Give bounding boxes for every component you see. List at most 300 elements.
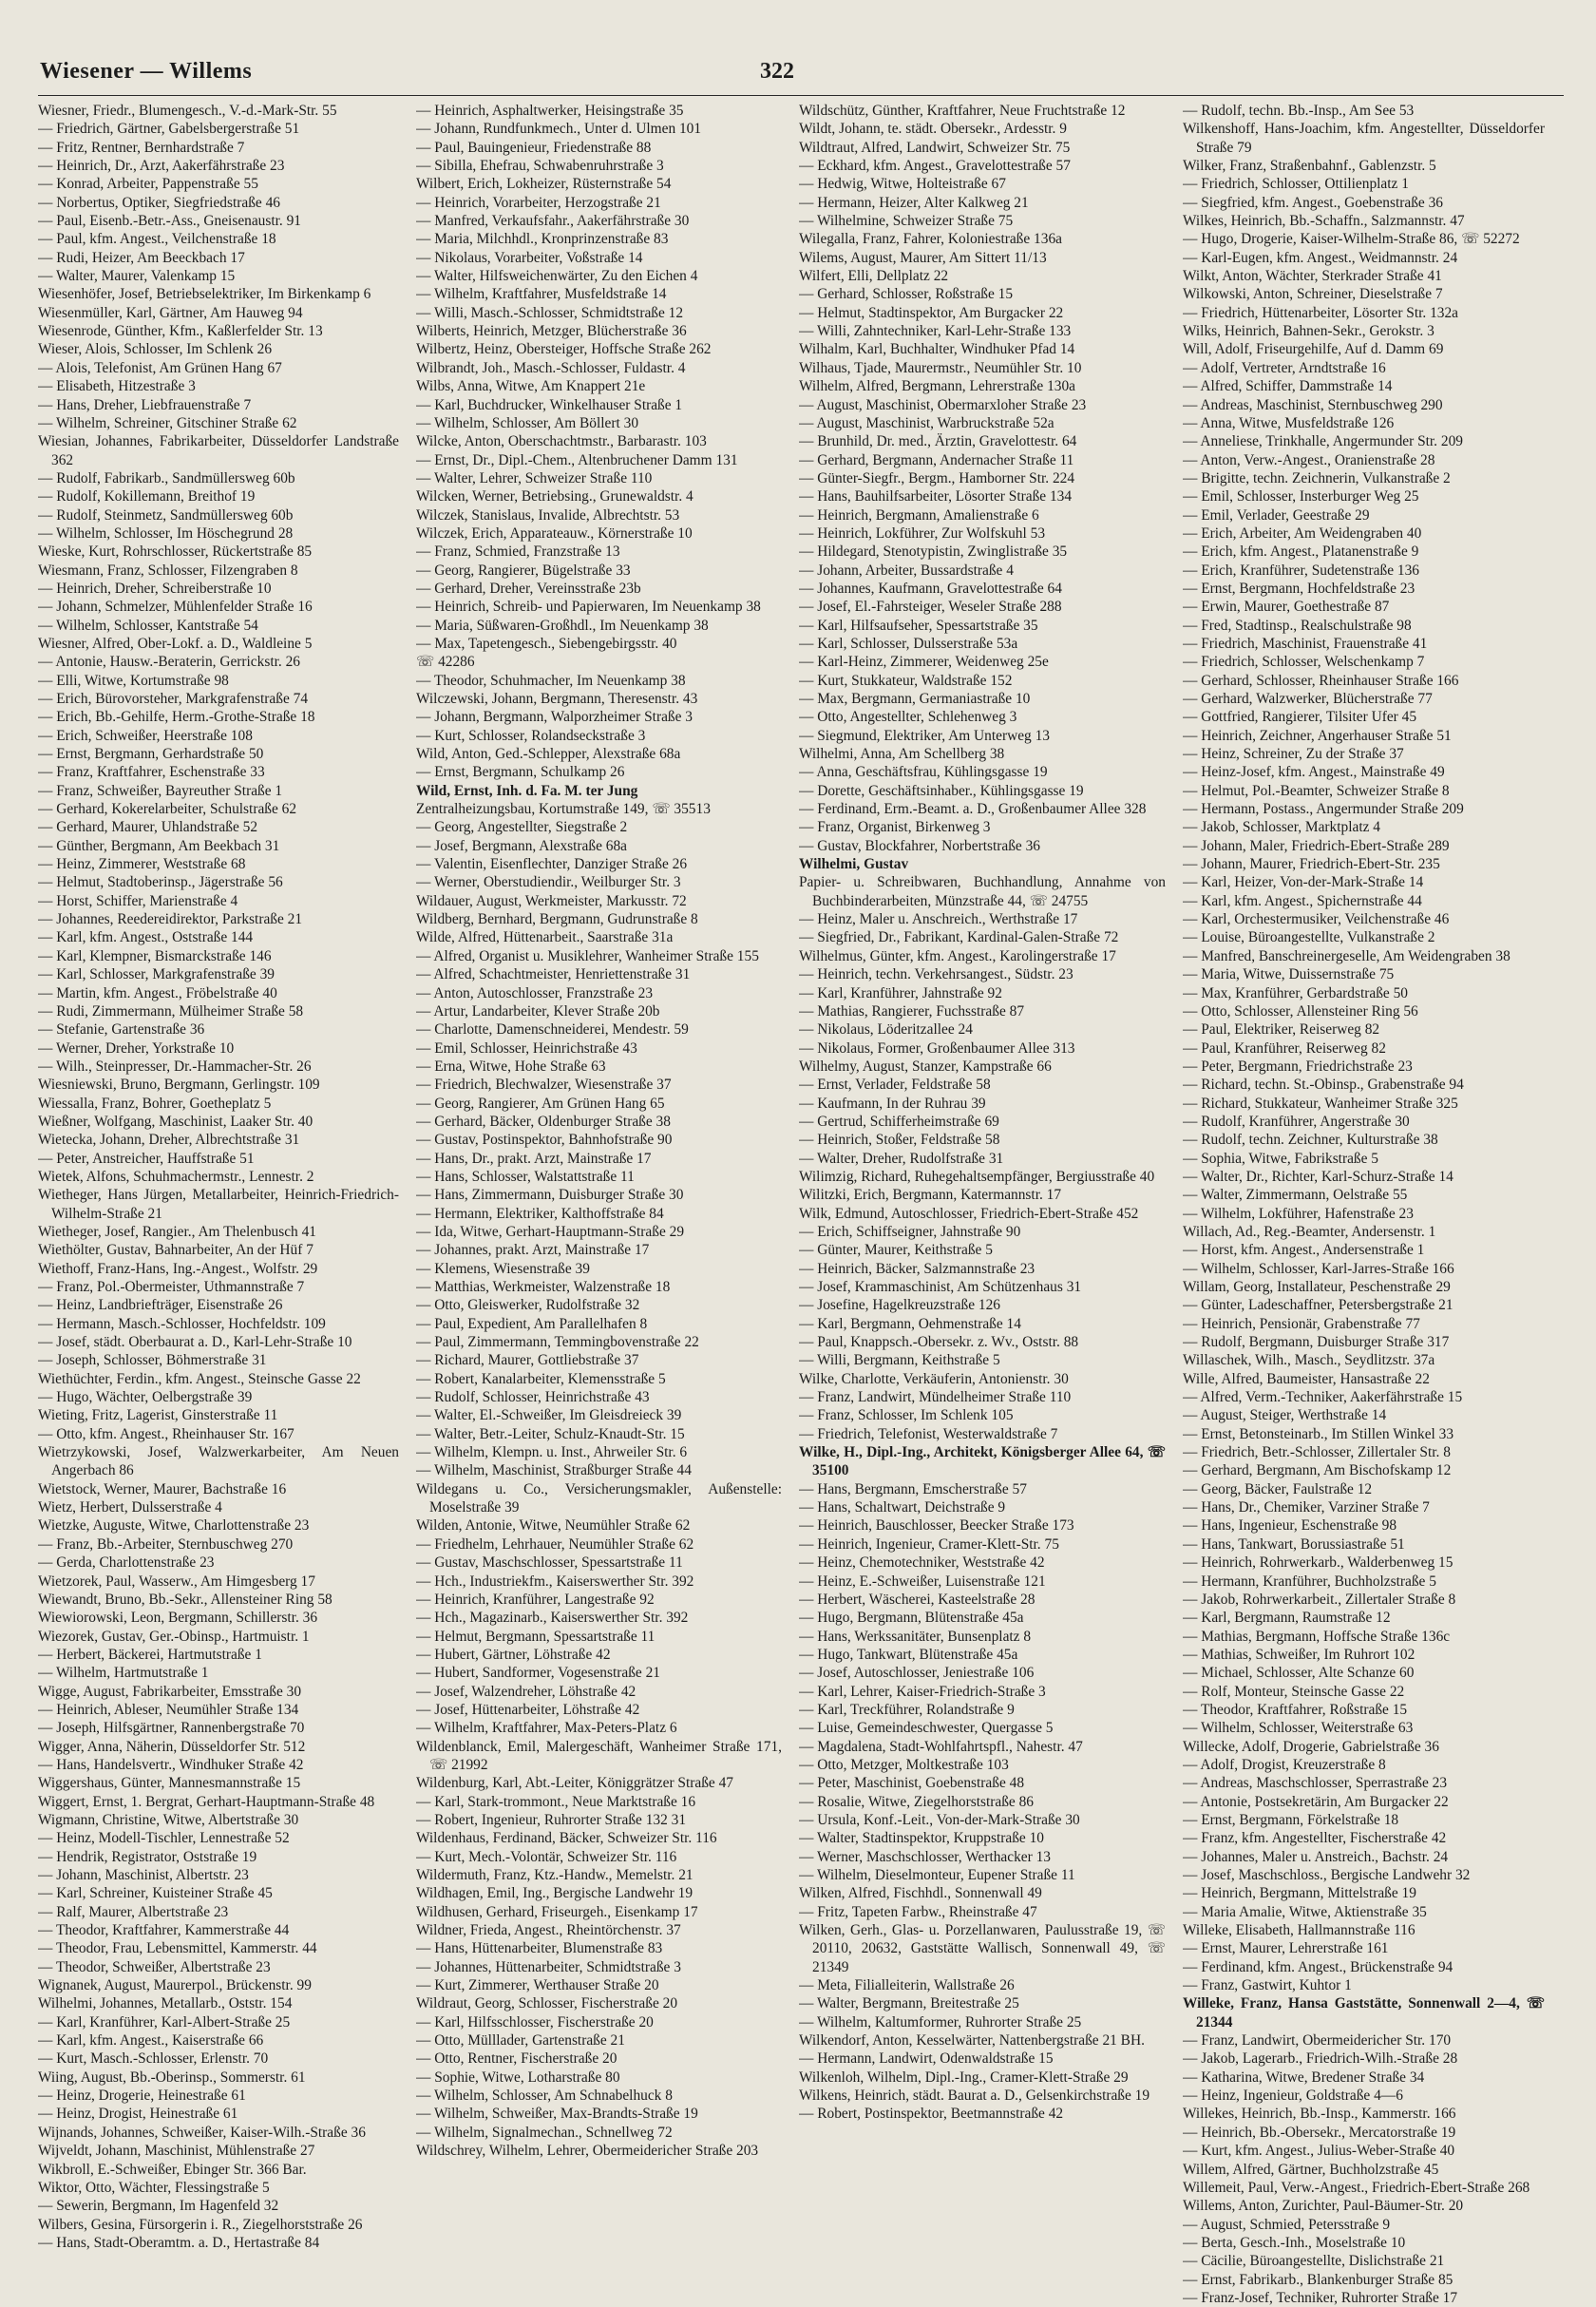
directory-entry: — Erich, Bürovorsteher, Markgrafenstraße 74 (38, 691, 309, 707)
directory-entry: Wiesenhöfer, Josef, Betriebselektriker, Im Birkenkamp 6 (38, 286, 371, 303)
directory-entry: — Sibilla, Ehefrau, Schwabenruhrstraße 3 (416, 158, 664, 175)
directory-entry: — Rudolf, Steinmetz, Sandmüllersweg 60b (38, 506, 294, 524)
directory-entry: — Wilhelm, Schlosser, Im Höschegrund 28 (38, 524, 294, 542)
directory-entry: — Heinrich, Rohrwerkarb., Walderbenweg 15 (1183, 1554, 1454, 1572)
directory-entry: — Meta, Filialleiterin, Wallstraße 26 (799, 1977, 1015, 1994)
directory-entry: — Franz, Gastwirt, Kuhtor 1 (1183, 1977, 1352, 1994)
directory-entry: — Walter, Stadtinspektor, Kruppstraße 10 (799, 1830, 1044, 1847)
directory-entry: — Willi, Bergmann, Keithstraße 5 (799, 1352, 1000, 1369)
directory-entry: Wilems, August, Maurer, Am Sittert 11/13 (799, 249, 1047, 266)
directory-entry: — Johannes, Kaufmann, Gravelottestraße 64 (799, 580, 1062, 597)
directory-entry: — Brunhild, Dr. med., Ärztin, Gravelottestr. 64 (799, 433, 1077, 450)
directory-entry: — Johann, Rundfunkmech., Unter d. Ulmen 101 (416, 121, 702, 138)
directory-entry: — Friedrich, Maschinist, Frauenstraße 41 (1183, 635, 1428, 652)
directory-entry: Wilkenshoff, Hans-Joachim, kfm. Angestellter, Düsseldorfer Straße 79 (1183, 121, 1545, 156)
directory-entry: — Heinz, Drogerie, Heinestraße 61 (38, 2088, 246, 2105)
directory-entry: Wilbers, Gesina, Fürsorgerin i. R., Ziegelhorststraße 26 (38, 2216, 363, 2233)
directory-entry: — Heinrich, Dr., Arzt, Aakerfährstraße 23 (38, 158, 285, 175)
directory-entry: — Siegmund, Elektriker, Am Unterweg 13 (799, 727, 1050, 744)
directory-entry: — Franz, Kraftfahrer, Eschenstraße 33 (38, 764, 265, 781)
directory-entry: — Kaufmann, In der Ruhrau 39 (799, 1095, 986, 1112)
directory-entry: — Richard, techn. St.-Obinsp., Grabenstraße 94 (1183, 1077, 1464, 1094)
directory-entry: — Gerhard, Dreher, Vereinsstraße 23b (416, 580, 641, 597)
directory-entry: — Nikolaus, Former, Großenbaumer Allee 313 (799, 1039, 1075, 1057)
directory-entry: — Heinz, Schreiner, Zu der Straße 37 (1183, 746, 1404, 763)
directory-entry: Willaschek, Wilh., Masch., Seydlitzstr. 37a (1183, 1352, 1435, 1369)
directory-entry: — Heinrich, Bäcker, Salzmannstraße 23 (799, 1260, 1036, 1277)
directory-entry: Wilbrandt, Joh., Masch.-Schlosser, Fuldastr. 4 (416, 359, 686, 376)
directory-entry: — Johannes, Reedereidirektor, Parkstraße 21 (38, 911, 303, 928)
directory-entry: Wieske, Kurt, Rohrschlosser, Rückertstraße 85 (38, 543, 313, 561)
directory-entry: — Wilhelm, Schlosser, Karl-Jarres-Straße 166 (1183, 1260, 1454, 1277)
directory-entry: — Theodor, Schweißer, Albertstraße 23 (38, 1958, 271, 1975)
page-header (38, 57, 1564, 96)
directory-entry: Wilhelmi, Gustav (799, 856, 909, 873)
directory-entry: — Heinrich, Kranführer, Langestraße 92 (416, 1591, 655, 1608)
directory-entry: — Peter, Maschinist, Goebenstraße 48 (799, 1775, 1025, 1792)
directory-entry: — Hans, Ingenieur, Eschenstraße 98 (1183, 1517, 1397, 1535)
directory-entry: Wilbert, Erich, Lokheizer, Rüsternstraße 54 (416, 176, 672, 193)
directory-entry: — Stefanie, Gartenstraße 36 (38, 1021, 205, 1039)
directory-entry: — Heinz, Ingenieur, Goldstraße 4—6 (1183, 2088, 1403, 2105)
directory-entry: Wildschütz, Günther, Kraftfahrer, Neue Fruchtstraße 12 (799, 103, 1126, 119)
directory-entry: — Franz, Organist, Birkenweg 3 (799, 819, 991, 836)
directory-entry: — Norbertus, Optiker, Siegfriedstraße 46 (38, 194, 280, 211)
directory-entry: — Hans, Schlosser, Walstattstraße 11 (416, 1168, 635, 1185)
directory-entry: — Paul, Kranführer, Reiserweg 82 (1183, 1039, 1386, 1057)
directory-entry: — Erich, Schweißer, Heerstraße 108 (38, 727, 253, 744)
directory-entry: — Herbert, Wäscherei, Kasteelstraße 28 (799, 1591, 1036, 1608)
directory-entry: — Otto, kfm. Angest., Rheinhauser Str. 167 (38, 1425, 294, 1442)
directory-entry: — Hans, Bergmann, Emscherstraße 57 (799, 1480, 1027, 1497)
directory-entry: Wilks, Heinrich, Bahnen-Sekr., Gerokstr. 3 (1183, 323, 1434, 340)
directory-entry: Wilhelmi, Johannes, Metallarb., Oststr. 154 (38, 1995, 293, 2012)
directory-entry: — Rudi, Heizer, Am Beeckbach 17 (38, 249, 245, 266)
directory-entry: — Erich, Arbeiter, Am Weidengraben 40 (1183, 524, 1422, 542)
directory-entry: — Alois, Telefonist, Am Grünen Hang 67 (38, 359, 282, 376)
directory-entry: — Joseph, Schlosser, Böhmerstraße 31 (38, 1352, 267, 1369)
directory-entry: — Josef, Krammaschinist, Am Schützenhaus 31 (799, 1279, 1082, 1295)
directory-entry: — Wilhelm, Kraftfahrer, Musfeldstraße 14 (416, 286, 667, 303)
directory-entry: — Helmut, Stadtoberinsp., Jägerstraße 56 (38, 874, 283, 891)
directory-entry: — Gustav, Blockfahrer, Norbertstraße 36 (799, 837, 1040, 854)
directory-entry: — Karl, Schreiner, Kuisteiner Straße 45 (38, 1885, 273, 1902)
directory-entry: — Karl, kfm. Angest., Spichernstraße 44 (1183, 892, 1422, 909)
directory-entry: Wilkt, Anton, Wächter, Sterkrader Straße 41 (1183, 268, 1442, 285)
directory-entry: Wigger, Anna, Näherin, Düsseldorfer Str. 512 (38, 1738, 306, 1755)
directory-entry: Wiezorek, Gustav, Ger.-Obinsp., Hartmuistr. 1 (38, 1628, 310, 1645)
directory-entry: — Johannes, Hüttenarbeiter, Schmidtstraße 3 (416, 1958, 681, 1975)
directory-entry: — Heinrich, Lokführer, Zur Wolfskuhl 53 (799, 524, 1046, 542)
directory-entry: — Hugo, Drogerie, Kaiser-Wilhelm-Straße 86, ☏ 52272 (1183, 231, 1520, 248)
directory-entry: — Richard, Stukkateur, Wanheimer Straße 325 (1183, 1095, 1458, 1112)
directory-entry: — Hans, Bauhilfsarbeiter, Lösorter Straße 134 (799, 488, 1073, 505)
directory-entry: — August, Schmied, Petersstraße 9 (1183, 2216, 1391, 2233)
directory-entry: Willam, Georg, Installateur, Peschenstraße 29 (1183, 1279, 1451, 1295)
directory-entry: — Mathias, Bergmann, Hoffsche Straße 136c (1183, 1628, 1451, 1645)
directory-entry: — Rudolf, Kranführer, Angerstraße 30 (1183, 1113, 1410, 1130)
directory-entry: — Kurt, Zimmerer, Werthauser Straße 20 (416, 1977, 659, 1994)
directory-entry: Wignanek, August, Maurerpol., Brückenstr. 99 (38, 1977, 312, 1994)
directory-entry: — Friedrich, Schlosser, Welschenkamp 7 (1183, 654, 1425, 671)
directory-entry: — Hch., Magazinarb., Kaiserswerther Str. 392 (416, 1610, 689, 1627)
directory-entry: — Jakob, Schlosser, Marktplatz 4 (1183, 819, 1380, 836)
directory-entry: — Maria, Süßwaren-Großhdl., Im Neuenkamp 38 (416, 617, 709, 634)
directory-entry: — Wilhelm, Maschinist, Straßburger Straße 44 (416, 1462, 692, 1479)
directory-entry: — Hans, Handelsvertr., Windhuker Straße 42 (38, 1756, 304, 1773)
directory-entry: Wiessalla, Franz, Bohrer, Goetheplatz 5 (38, 1095, 272, 1112)
directory-entry: — Robert, Postinspektor, Beetmannstraße 42 (799, 2106, 1064, 2123)
directory-entry: — Otto, Rentner, Fischerstraße 20 (416, 2050, 618, 2068)
directory-entry: Wilkes, Heinrich, Bb.-Schaffn., Salzmannstr. 47 (1183, 213, 1465, 230)
directory-entry: Wildberg, Bernhard, Bergmann, Gudrunstraße 8 (416, 911, 698, 928)
directory-entry: — Hans, Tankwart, Borussiastraße 51 (1183, 1535, 1405, 1553)
directory-entry: — Günter, Ladeschaffner, Petersbergstraße 21 (1183, 1297, 1454, 1314)
directory-entry: — Siegfried, Dr., Fabrikant, Kardinal-Galen-Straße 72 (799, 929, 1119, 946)
directory-entry: — Friedrich, Betr.-Schlosser, Zillertaler Str. 8 (1183, 1444, 1451, 1461)
directory-entry: Wilhalm, Karl, Buchhalter, Windhuker Pfad 14 (799, 341, 1075, 358)
directory-entry: — Hermann, Masch.-Schlosser, Hochfeldstr. 109 (38, 1315, 326, 1332)
directory-entry: Wietzorek, Paul, Wasserw., Am Himgesberg 17 (38, 1573, 315, 1590)
directory-entry: — Karl, Treckführer, Rolandstraße 9 (799, 1701, 1015, 1718)
directory-entry: ☏ 42286 (416, 654, 475, 671)
directory-entry: — Hans, Werkssanitäter, Bunsenplatz 8 (799, 1628, 1032, 1645)
directory-entry: — Karl, Lehrer, Kaiser-Friedrich-Straße 3 (799, 1683, 1046, 1700)
directory-entry: — Max, Kranführer, Gerbardstraße 50 (1183, 984, 1408, 1001)
directory-entry: — Kurt, Schlosser, Rolandseckstraße 3 (416, 727, 646, 744)
directory-entry: Wild, Anton, Ged.-Schlepper, Alexstraße 68a (416, 746, 681, 763)
directory-entry: — Horst, kfm. Angest., Andersenstraße 1 (1183, 1242, 1425, 1259)
directory-entry: — Anna, Witwe, Musfeldstraße 126 (1183, 414, 1395, 431)
directory-entry: Wildenburg, Karl, Abt.-Leiter, Königgrätzer Straße 47 (416, 1775, 733, 1792)
directory-entry: — Karl, Orchestermusiker, Veilchenstraße 46 (1183, 911, 1450, 928)
directory-entry: — Hugo, Wächter, Oelbergstraße 39 (38, 1389, 253, 1406)
directory-entry: — Heinrich, Zeichner, Angerhauser Straße 51 (1183, 727, 1452, 744)
directory-entry: — Otto, Metzger, Moltkestraße 103 (799, 1756, 1009, 1773)
directory-entry: — Anneliese, Trinkhalle, Angermunder Str. 209 (1183, 433, 1463, 450)
directory-entry: — Rudolf, Fabrikarb., Sandmüllersweg 60b (38, 469, 295, 486)
directory-entry: Wilitzki, Erich, Bergmann, Katermannstr. 17 (799, 1187, 1062, 1204)
directory-entry: Wieser, Alois, Schlosser, Im Schlenk 26 (38, 341, 273, 358)
directory-entry: — Theodor, Frau, Lebensmittel, Kammerstr. 44 (38, 1940, 317, 1957)
directory-entry: — Wilhelm, Lokführer, Hafenstraße 23 (1183, 1205, 1414, 1222)
directory-entry: — Maria Amalie, Witwe, Aktienstraße 35 (1183, 1903, 1427, 1920)
directory-entry: Wilken, Gerh., Glas- u. Porzellanwaren, Paulusstraße 19, ☏ 20110, 20632, Gaststätte Wallisch, Sonnenwall 49, ☏ 21349 (799, 1922, 1166, 1975)
directory-entry: — Hubert, Sandformer, Vogesenstraße 21 (416, 1665, 660, 1682)
directory-entry: — Walter, Bergmann, Breitestraße 25 (799, 1995, 1019, 2012)
directory-entry: — Anton, Autoschlosser, Franzstraße 23 (416, 984, 654, 1001)
directory-entry: — Sophia, Witwe, Fabrikstraße 5 (1183, 1150, 1378, 1167)
directory-entry: — Heinrich, Bb.-Obersekr., Mercatorstraße 19 (1183, 2124, 1456, 2141)
directory-entry: Wiesner, Friedr., Blumengesch., V.-d.-Mark-Str. 55 (38, 103, 337, 119)
directory-entry: — Ernst, Maurer, Lehrerstraße 161 (1183, 1940, 1389, 1957)
directory-entry: — Georg, Angestellter, Siegstraße 2 (416, 819, 628, 836)
directory-entry: — Max, Tapetengesch., Siebengebirgsstr. 40 (416, 635, 677, 652)
directory-entry: — Cäcilie, Büroangestellte, Dislichstraße 21 (1183, 2253, 1445, 2270)
directory-entry: Wiggershaus, Günter, Mannesmannstraße 15 (38, 1775, 301, 1792)
directory-entry: — Heinz, Landbriefträger, Eisenstraße 26 (38, 1297, 283, 1314)
directory-entry: — Erwin, Maurer, Goethestraße 87 (1183, 599, 1390, 616)
directory-entry: — Jakob, Lagerarb., Friedrich-Wilh.-Straße 28 (1183, 2050, 1458, 2068)
directory-entry: — Hermann, Heizer, Alter Kalkweg 21 (799, 194, 1029, 211)
directory-entry: — Sewerin, Bergmann, Im Hagenfeld 32 (38, 2198, 279, 2215)
directory-entry: — Willi, Zahntechniker, Karl-Lehr-Straße 133 (799, 323, 1072, 340)
directory-entry: — Karl, Hilfsaufseher, Spessartstraße 35 (799, 617, 1038, 634)
directory-entry: — Eckhard, kfm. Angest., Gravelottestraße 57 (799, 158, 1071, 175)
directory-entry: — Werner, Dreher, Yorkstraße 10 (38, 1039, 235, 1057)
directory-entry: — Paul, Zimmermann, Temmingbovenstraße 22 (416, 1334, 699, 1351)
directory-entry: — Manfred, Verkaufsfahr., Aakerfährstraße 30 (416, 213, 690, 230)
directory-entry: — Sophie, Witwe, Lotharstraße 80 (416, 2069, 620, 2086)
directory-entry: — Karl, Hilfsschlosser, Fischerstraße 20 (416, 2013, 654, 2031)
directory-entry: — Georg, Bäcker, Faulstraße 12 (1183, 1480, 1373, 1497)
directory-entry: — Heinrich, Bergmann, Mittelstraße 19 (1183, 1885, 1416, 1902)
directory-entry: Wilkendorf, Anton, Kesselwärter, Nattenbergstraße 21 BH. (799, 2032, 1145, 2050)
directory-entry: — Karl, Kranführer, Karl-Albert-Straße 25 (38, 2013, 291, 2031)
directory-entry: Will, Adolf, Friseurgehilfe, Auf d. Damm 69 (1183, 341, 1444, 358)
directory-entry: Wilfert, Elli, Dellplatz 22 (799, 268, 949, 285)
directory-entry: — Nikolaus, Vorarbeiter, Voßstraße 14 (416, 249, 643, 266)
directory-entry: — Karl, Bergmann, Oehmenstraße 14 (799, 1315, 1021, 1332)
directory-entry: — Ida, Witwe, Gerhart-Hauptmann-Straße 29 (416, 1223, 685, 1240)
directory-entry: — Rudi, Zimmermann, Mülheimer Straße 58 (38, 1002, 304, 1020)
directory-entry: — Kurt, kfm. Angest., Julius-Weber-Straße 40 (1183, 2143, 1455, 2160)
directory-entry: Wiesenmüller, Karl, Gärtner, Am Hauweg 94 (38, 304, 303, 321)
directory-entry: — Nikolaus, Löderitzallee 24 (799, 1021, 973, 1039)
directory-entry: — Matthias, Werkmeister, Walzenstraße 18 (416, 1279, 671, 1295)
directory-entry: — Wilhelm, Kaltumformer, Ruhrorter Straße 25 (799, 2013, 1082, 2031)
directory-entry: — Gerhard, Bäcker, Oldenburger Straße 38 (416, 1113, 671, 1130)
directory-entry: — Robert, Kanalarbeiter, Klemensstraße 5 (416, 1370, 666, 1387)
directory-entry: Wietz, Herbert, Dulsserstraße 4 (38, 1499, 222, 1516)
directory-entry: Willach, Ad., Reg.-Beamter, Andersenstr. 1 (1183, 1223, 1436, 1240)
directory-entry: — Walter, Maurer, Valenkamp 15 (38, 268, 236, 285)
directory-entry: Wietzke, Auguste, Witwe, Charlottenstraße 23 (38, 1517, 310, 1535)
directory-entry: — Gertrud, Schifferheimstraße 69 (799, 1113, 999, 1130)
directory-entry: — Josef, Bergmann, Alexstraße 68a (416, 837, 627, 854)
directory-entry: — Theodor, Kraftfahrer, Kammerstraße 44 (38, 1922, 290, 1939)
directory-entry: — Johannes, prakt. Arzt, Mainstraße 17 (416, 1242, 650, 1259)
directory-entry: — Berta, Gesch.-Inh., Moselstraße 10 (1183, 2234, 1406, 2251)
directory-entry: — Heinz, Maler u. Anschreich., Werthstraße 17 (799, 911, 1078, 928)
directory-entry: Wildner, Frieda, Angest., Rheintörchenstr. 37 (416, 1922, 681, 1939)
directory-entry: Willem, Alfred, Gärtner, Buchholzstraße 45 (1183, 2161, 1439, 2178)
directory-entry: — Franz, kfm. Angestellter, Fischerstraße 42 (1183, 1830, 1447, 1847)
directory-entry: — Otto, Gleiswerker, Rudolfstraße 32 (416, 1297, 640, 1314)
directory-entry: — Rudolf, techn. Zeichner, Kulturstraße 38 (1183, 1132, 1438, 1149)
directory-entry: — Walter, Hilfsweichenwärter, Zu den Eichen 4 (416, 268, 698, 285)
directory-entry: — Gerhard, Schlosser, Rheinhauser Straße 166 (1183, 672, 1459, 689)
directory-entry: — Johannes, Maler u. Anstreich., Bachstr. 24 (1183, 1848, 1449, 1865)
directory-entry: — Karl, Stark-trommont., Neue Marktstraße 16 (416, 1793, 696, 1810)
directory-entry: — Günther, Bergmann, Am Beekbach 31 (38, 837, 280, 854)
directory-entry: — Heinz, E.-Schweißer, Luisenstraße 121 (799, 1573, 1046, 1590)
directory-entry: — Joseph, Hilfsgärtner, Rannenbergstraße 70 (38, 1720, 305, 1737)
directory-entry: Wikbroll, E.-Schweißer, Ebinger Str. 366 Bar. (38, 2161, 307, 2178)
directory-entry: Willems, Anton, Zurichter, Paul-Bäumer-Str. 20 (1183, 2198, 1464, 2215)
directory-entry: — Luise, Gemeindeschwester, Quergasse 5 (799, 1720, 1054, 1737)
directory-entry: — Ferdinand, Erm.-Beamt. a. D., Großenbaumer Allee 328 (799, 801, 1147, 818)
directory-entry: — Mathias, Schweißer, Im Ruhrort 102 (1183, 1646, 1416, 1663)
directory-entry: — Herbert, Bäckerei, Hartmutstraße 1 (38, 1646, 262, 1663)
directory-entry: — Hans, Schaltwart, Deichstraße 9 (799, 1499, 1006, 1516)
directory-entry: — Walter, Dreher, Rudolfstraße 31 (799, 1150, 1004, 1167)
directory-entry: Wildhusen, Gerhard, Friseurgeh., Eisenkamp 17 (416, 1903, 698, 1920)
directory-entry: Wiesenrode, Günther, Kfm., Kaßlerfelder Str. 13 (38, 323, 323, 340)
directory-columns (38, 102, 1564, 2307)
directory-entry: Wille, Alfred, Baumeister, Hansastraße 22 (1183, 1370, 1430, 1387)
directory-entry: — Paul, kfm. Angest., Veilchenstraße 18 (38, 231, 276, 248)
directory-entry: — Ralf, Maurer, Albertstraße 23 (38, 1903, 229, 1920)
directory-entry: — August, Maschinist, Warbruckstraße 52a (799, 414, 1054, 431)
directory-entry: — Hermann, Postass., Angermunder Straße 209 (1183, 801, 1464, 818)
directory-entry: Wilbertz, Heinz, Obersteiger, Hoffsche Straße 262 (416, 341, 712, 358)
directory-entry: — Günter, Maurer, Keithstraße 5 (799, 1242, 993, 1259)
directory-entry: — Karl, Schlosser, Markgrafenstraße 39 (38, 966, 275, 983)
directory-entry: — Peter, Bergmann, Friedrichstraße 23 (1183, 1058, 1413, 1075)
directory-entry: — Hermann, Landwirt, Odenwaldstraße 15 (799, 2050, 1054, 2068)
directory-entry: — Kurt, Masch.-Schlosser, Erlenstr. 70 (38, 2050, 269, 2068)
directory-entry: Willemeit, Paul, Verw.-Angest., Friedrich-Ebert-Straße 268 (1183, 2179, 1530, 2196)
directory-entry: — Gerhard, Kokerelarbeiter, Schulstraße 62 (38, 801, 297, 818)
directory-entry: — Franz, Landwirt, Obermeidericher Str. 170 (1183, 2032, 1452, 2050)
directory-entry: — Ernst, Bergmann, Schulkamp 26 (416, 764, 625, 781)
directory-entry: — Karl-Heinz, Zimmerer, Weidenweg 25e (799, 654, 1049, 671)
directory-entry: — Karl, Buchdrucker, Winkelhauser Straße 1 (416, 396, 683, 413)
directory-entry: — August, Maschinist, Obermarxloher Straße 23 (799, 396, 1087, 413)
directory-entry: — Johann, Maschinist, Albertstr. 23 (38, 1867, 249, 1883)
directory-entry: — Paul, Knappsch.-Obersekr. z. Wv., Oststr. 88 (799, 1334, 1079, 1351)
directory-entry: Wiesniewski, Bruno, Bergmann, Gerlingstr. 109 (38, 1077, 320, 1094)
directory-entry: Wilcken, Werner, Betriebsing., Grunewaldstr. 4 (416, 488, 694, 505)
directory-entry: — Friedrich, Gärtner, Gabelsbergerstraße 51 (38, 121, 300, 138)
column-2 (416, 102, 782, 2307)
directory-entry: — Robert, Ingenieur, Ruhrorter Straße 132 31 (416, 1811, 687, 1828)
directory-entry: — Walter, Betr.-Leiter, Schulz-Knaudt-Str. 15 (416, 1425, 685, 1442)
directory-entry: Wild, Ernst, Inh. d. Fa. M. ter Jung (416, 782, 638, 799)
directory-entry: Wietheger, Hans Jürgen, Metallarbeiter, Heinrich-Friedrich-Wilhelm-Straße 21 (38, 1187, 399, 1222)
directory-entry: — Antonie, Postsekretärin, Am Burgacker 22 (1183, 1793, 1449, 1810)
directory-entry: — Erich, kfm. Angest., Platanenstraße 9 (1183, 543, 1419, 561)
directory-entry: — Rudolf, techn. Bb.-Insp., Am See 53 (1183, 103, 1415, 119)
directory-entry: — Georg, Rangierer, Bügelstraße 33 (416, 562, 631, 579)
directory-entry: — Helmut, Bergmann, Spessartstraße 11 (416, 1628, 656, 1645)
directory-entry: — Fred, Stadtinsp., Realschulstraße 98 (1183, 617, 1412, 634)
directory-entry: Wilke, Charlotte, Verkäuferin, Antonienstr. 30 (799, 1370, 1069, 1387)
directory-entry: Wijveldt, Johann, Maschinist, Mühlenstraße 27 (38, 2143, 315, 2160)
directory-entry: — Hans, Hüttenarbeiter, Blumenstraße 83 (416, 1940, 663, 1957)
directory-entry: — Heinz, Zimmerer, Weststraße 68 (38, 856, 246, 873)
directory-entry: — Otto, Angestellter, Schlehenweg 3 (799, 709, 1017, 726)
directory-entry: Wietstock, Werner, Maurer, Bachstraße 16 (38, 1480, 287, 1497)
directory-entry: — Alfred, Verm.-Techniker, Aakerfährstraße 15 (1183, 1389, 1463, 1406)
directory-entry: Wilczek, Erich, Apparateauw., Körnerstraße 10 (416, 524, 693, 542)
directory-entry: — Emil, Schlosser, Insterburger Weg 25 (1183, 488, 1419, 505)
directory-entry: — Friedrich, Telefonist, Westerwaldstraße 7 (799, 1425, 1058, 1442)
directory-entry: — Gerhard, Schlosser, Roßstraße 15 (799, 286, 1014, 303)
directory-entry: — Hans, Dr., prakt. Arzt, Mainstraße 17 (416, 1150, 652, 1167)
directory-entry: Willeke, Elisabeth, Hallmannstraße 116 (1183, 1922, 1416, 1939)
directory-entry: — Wilhelm, Schlosser, Kantstraße 54 (38, 617, 258, 634)
directory-entry: Wietek, Alfons, Schuhmachermstr., Lennestr. 2 (38, 1168, 314, 1185)
directory-entry: — Theodor, Schuhmacher, Im Neuenkamp 38 (416, 672, 686, 689)
directory-entry: — Friedrich, Blechwalzer, Wiesenstraße 37 (416, 1077, 672, 1094)
directory-entry: — Wilhelm, Schlosser, Weiterstraße 63 (1183, 1720, 1414, 1737)
directory-entry: — Heinz, Modell-Tischler, Lennestraße 52 (38, 1830, 290, 1847)
directory-entry: Wildenblanck, Emil, Malergeschäft, Wanheimer Straße 171, ☏ 21992 (416, 1738, 782, 1773)
directory-entry: — Ernst, Verlader, Feldstraße 58 (799, 1077, 991, 1094)
directory-entry: — Hermann, Elektriker, Kalthoffstraße 84 (416, 1205, 664, 1222)
directory-entry: — Karl, kfm. Angest., Kaiserstraße 66 (38, 2032, 264, 2050)
directory-entry: — Wilhelm, Dieselmonteur, Eupener Straße 11 (799, 1867, 1075, 1883)
directory-entry: Wijnands, Johannes, Schweißer, Kaiser-Wilh.-Straße 36 (38, 2124, 366, 2141)
directory-entry: Wiesmann, Franz, Schlosser, Filzengraben 8 (38, 562, 298, 579)
directory-entry: — Paul, Eisenb.-Betr.-Ass., Gneisenaustr. 91 (38, 213, 302, 230)
directory-entry: Willekes, Heinrich, Bb.-Insp., Kammerstr. 166 (1183, 2106, 1456, 2123)
directory-entry: Wigmann, Christine, Witwe, Albertstraße 30 (38, 1811, 299, 1828)
directory-entry: — Wilhelmine, Schweizer Straße 75 (799, 213, 1014, 230)
directory-entry: — Heinrich, Pensionär, Grabenstraße 77 (1183, 1315, 1420, 1332)
directory-entry: — Ernst, Bergmann, Gerhardstraße 50 (38, 746, 264, 763)
directory-entry: — Gottfried, Rangierer, Tilsiter Ufer 45 (1183, 709, 1417, 726)
directory-entry: — Werner, Maschschlosser, Werthacker 13 (799, 1848, 1051, 1865)
directory-entry: — Rudolf, Kokillemann, Breithof 19 (38, 488, 256, 505)
directory-entry: — Klemens, Wiesenstraße 39 (416, 1260, 590, 1277)
directory-entry: — Heinrich, Ingenieur, Cramer-Klett-Str. 75 (799, 1535, 1059, 1553)
directory-entry: Wilczewski, Johann, Bergmann, Theresenstr. 43 (416, 691, 698, 707)
directory-entry: Wildschrey, Wilhelm, Lehrer, Obermeidericher Straße 203 (416, 2143, 759, 2160)
directory-entry: — Siegfried, kfm. Angest., Goebenstraße 36 (1183, 194, 1443, 211)
directory-entry: — Gerda, Charlottenstraße 23 (38, 1554, 215, 1572)
directory-entry: Wiethüchter, Ferdin., kfm. Angest., Steinsche Gasse 22 (38, 1370, 361, 1387)
directory-entry: Wilden, Antonie, Witwe, Neumühler Straße 62 (416, 1517, 691, 1535)
directory-entry: Wilbs, Anna, Witwe, Am Knappert 21e (416, 378, 646, 395)
directory-entry: Wilde, Alfred, Hüttenarbeit., Saarstraße 31a (416, 929, 674, 946)
column-1 (38, 102, 399, 2307)
directory-entry: — Franz, Bb.-Arbeiter, Sternbuschweg 270 (38, 1535, 294, 1553)
directory-entry: — Günter-Siegfr., Bergm., Hamborner Str. 224 (799, 469, 1075, 486)
directory-entry: — Josef, städt. Oberbaurat a. D., Karl-Lehr-Straße 10 (38, 1334, 352, 1351)
directory-entry: Papier- u. Schreibwaren, Buchhandlung, Annahme von Buchbinderarbeiten, Münzstraße 44, ☏ 24755 (799, 874, 1166, 909)
directory-entry: — Erich, Schiffseigner, Jahnstraße 90 (799, 1223, 1021, 1240)
directory-entry: — Gerhard, Bergmann, Am Bischofskamp 12 (1183, 1462, 1452, 1479)
directory-entry: — Katharina, Witwe, Bredener Straße 34 (1183, 2069, 1425, 2086)
directory-entry: — Valentin, Eisenflechter, Danziger Straße 26 (416, 856, 688, 873)
directory-entry: — Antonie, Hausw.-Beraterin, Gerrickstr. 26 (38, 654, 300, 671)
directory-entry: — Kurt, Stukkateur, Waldstraße 152 (799, 672, 1013, 689)
directory-entry: Wießner, Wolfgang, Maschinist, Laaker Str. 40 (38, 1113, 314, 1130)
directory-entry: — Josefine, Hagelkreuzstraße 126 (799, 1297, 1000, 1314)
directory-entry: — Charlotte, Damenschneiderei, Mendestr. 59 (416, 1021, 689, 1039)
directory-entry: — Elisabeth, Hitzestraße 3 (38, 378, 196, 395)
directory-entry: — Friedhelm, Lehrhauer, Neumühler Straße 62 (416, 1535, 694, 1553)
directory-entry: Wildenhaus, Ferdinand, Bäcker, Schweizer Str. 116 (416, 1830, 717, 1847)
directory-entry: Wildhagen, Emil, Ing., Bergische Landwehr 19 (416, 1885, 694, 1902)
directory-entry: Wiing, August, Bb.-Oberinsp., Sommerstr. 61 (38, 2069, 306, 2086)
directory-entry: — Heinrich, Bergmann, Amalienstraße 6 (799, 506, 1039, 524)
directory-entry: — Josef, Hüttenarbeiter, Löhstraße 42 (416, 1701, 640, 1718)
directory-entry: Wilkens, Heinrich, städt. Baurat a. D., Gelsenkirchstraße 19 (799, 2088, 1150, 2105)
directory-entry: Wilhelmus, Günter, kfm. Angest., Karolingerstraße 17 (799, 947, 1116, 964)
directory-entry: — Hans, Dr., Chemiker, Varziner Straße 7 (1183, 1499, 1430, 1516)
directory-entry: — Karl, Schlosser, Dulsserstraße 53a (799, 635, 1018, 652)
directory-entry: — Josef, Autoschlosser, Jeniestraße 106 (799, 1665, 1035, 1682)
directory-entry: — Mathias, Rangierer, Fuchsstraße 87 (799, 1002, 1025, 1020)
directory-entry: — Artur, Landarbeiter, Klever Straße 20b (416, 1002, 660, 1020)
directory-entry: Wiewiorowski, Leon, Bergmann, Schillerstr. 36 (38, 1610, 318, 1627)
directory-entry: — Helmut, Pol.-Beamter, Schweizer Straße 8 (1183, 782, 1450, 799)
directory-entry: — Paul, Expedient, Am Parallelhafen 8 (416, 1315, 648, 1332)
